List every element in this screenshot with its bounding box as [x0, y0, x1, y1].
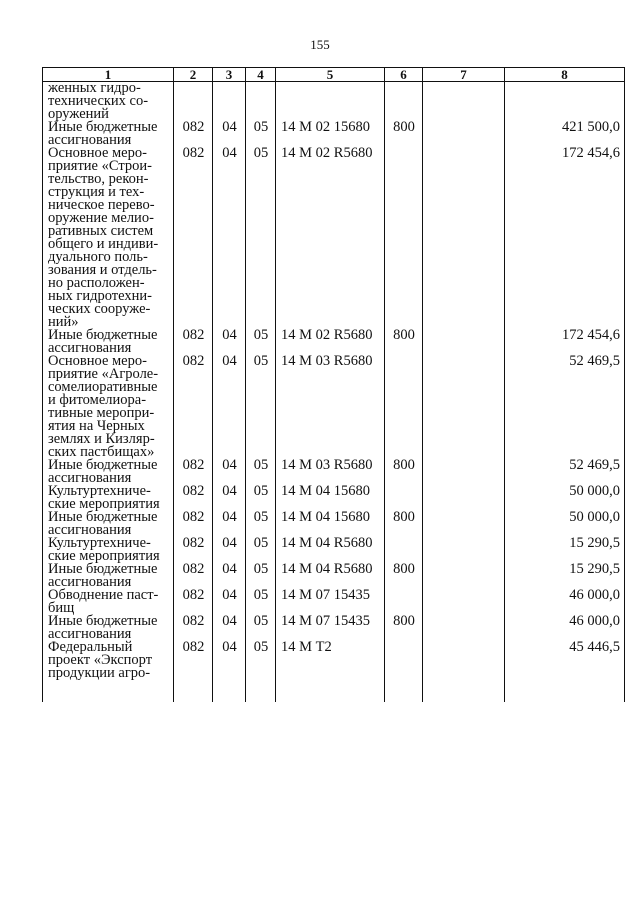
column-header: 8	[505, 68, 625, 82]
table-row	[43, 82, 625, 122]
row-col7	[423, 537, 505, 563]
row-amount: 52 469,5	[505, 459, 625, 485]
row-section-code: 04	[213, 641, 246, 702]
table-row	[43, 563, 625, 589]
row-name-cell: Иные бюджетные ассигнования	[43, 329, 174, 355]
row-col7	[423, 329, 505, 355]
row-amount: 15 290,5	[505, 563, 625, 589]
row-col7	[423, 459, 505, 485]
row-subsection-code: 05	[246, 589, 276, 615]
row-ministry-code: 082	[174, 459, 213, 485]
row-section-code	[213, 82, 246, 122]
row-section-code: 04	[213, 329, 246, 355]
row-name-cell: Основное меро- приятие «Строи- тельство, рекон- струкция и тех- ническое перево- оружение мелио- ративных систем общего и индиви- дуального поль- зования и отдель- но расположен- ных гидротехни- ческих сооруже- ний»	[43, 147, 174, 329]
row-amount: 52 469,5	[505, 355, 625, 459]
row-subsection-code: 05	[246, 459, 276, 485]
row-target-article: 14 М 07 15435	[276, 589, 385, 615]
column-header: 5	[276, 68, 385, 82]
row-name-cell: Иные бюджетные ассигнования	[43, 459, 174, 485]
row-col7	[423, 355, 505, 459]
row-col7	[423, 121, 505, 147]
row-target-article: 14 М Т2	[276, 641, 385, 702]
row-col7	[423, 82, 505, 122]
row-subsection-code	[246, 82, 276, 122]
table-row	[43, 641, 625, 702]
row-section-code: 04	[213, 537, 246, 563]
row-target-article: 14 М 02 R5680	[276, 329, 385, 355]
row-target-article: 14 М 03 R5680	[276, 355, 385, 459]
row-name-cell: Федеральный проект «Экспорт продукции агро-	[43, 641, 174, 702]
row-col7	[423, 485, 505, 511]
row-target-article: 14 М 04 15680	[276, 485, 385, 511]
table-row	[43, 589, 625, 615]
row-ministry-code: 082	[174, 589, 213, 615]
row-name-cell: Иные бюджетные ассигнования	[43, 121, 174, 147]
row-amount: 45 446,5	[505, 641, 625, 702]
row-amount: 46 000,0	[505, 615, 625, 641]
row-amount: 46 000,0	[505, 589, 625, 615]
row-section-code: 04	[213, 485, 246, 511]
row-expense-type: 800	[385, 121, 423, 147]
table-row	[43, 511, 625, 537]
row-col7	[423, 615, 505, 641]
row-ministry-code: 082	[174, 563, 213, 589]
row-subsection-code: 05	[246, 537, 276, 563]
row-name-cell: Иные бюджетные ассигнования	[43, 615, 174, 641]
row-amount: 50 000,0	[505, 485, 625, 511]
row-subsection-code: 05	[246, 511, 276, 537]
row-subsection-code: 05	[246, 641, 276, 702]
row-col7	[423, 147, 505, 329]
row-amount: 421 500,0	[505, 121, 625, 147]
row-subsection-code: 05	[246, 329, 276, 355]
table-row	[43, 459, 625, 485]
row-expense-type	[385, 641, 423, 702]
row-target-article: 14 М 07 15435	[276, 615, 385, 641]
row-amount	[505, 82, 625, 122]
row-name-cell: Иные бюджетные ассигнования	[43, 511, 174, 537]
table-row	[43, 355, 625, 459]
row-name-cell: Основное меро- приятие «Агроле- сомелиоративные и фитомелиора- тивные меропри- ятия на Черных землях и Кизляр- ских пастбищах»	[43, 355, 174, 459]
row-ministry-code: 082	[174, 615, 213, 641]
row-ministry-code: 082	[174, 329, 213, 355]
row-subsection-code: 05	[246, 147, 276, 329]
row-expense-type	[385, 147, 423, 329]
row-ministry-code: 082	[174, 121, 213, 147]
row-name-cell: женных гидро- технических со- оружений	[43, 82, 174, 122]
row-name-cell: Культуртехниче- ские мероприятия	[43, 537, 174, 563]
row-section-code: 04	[213, 147, 246, 329]
row-target-article: 14 М 04 15680	[276, 511, 385, 537]
row-section-code: 04	[213, 511, 246, 537]
row-expense-type	[385, 82, 423, 122]
table-row	[43, 147, 625, 329]
row-section-code: 04	[213, 615, 246, 641]
row-expense-type: 800	[385, 615, 423, 641]
table-row	[43, 329, 625, 355]
row-col7	[423, 511, 505, 537]
row-ministry-code	[174, 82, 213, 122]
row-expense-type	[385, 485, 423, 511]
row-subsection-code: 05	[246, 563, 276, 589]
row-ministry-code: 082	[174, 511, 213, 537]
row-target-article: 14 М 02 15680	[276, 121, 385, 147]
row-section-code: 04	[213, 563, 246, 589]
row-expense-type	[385, 355, 423, 459]
row-ministry-code: 082	[174, 537, 213, 563]
row-target-article: 14 М 03 R5680	[276, 459, 385, 485]
row-amount: 172 454,6	[505, 147, 625, 329]
row-expense-type	[385, 537, 423, 563]
row-subsection-code: 05	[246, 485, 276, 511]
row-expense-type	[385, 589, 423, 615]
row-expense-type: 800	[385, 511, 423, 537]
row-col7	[423, 589, 505, 615]
row-amount: 172 454,6	[505, 329, 625, 355]
row-amount: 15 290,5	[505, 537, 625, 563]
row-ministry-code: 082	[174, 485, 213, 511]
column-header: 3	[213, 68, 246, 82]
row-ministry-code: 082	[174, 355, 213, 459]
table-row	[43, 615, 625, 641]
column-header: 4	[246, 68, 276, 82]
row-amount: 50 000,0	[505, 511, 625, 537]
table-row	[43, 121, 625, 147]
row-ministry-code: 082	[174, 641, 213, 702]
row-target-article: 14 М 04 R5680	[276, 563, 385, 589]
row-target-article	[276, 82, 385, 122]
row-subsection-code: 05	[246, 355, 276, 459]
row-col7	[423, 563, 505, 589]
row-expense-type: 800	[385, 563, 423, 589]
row-name-cell: Иные бюджетные ассигнования	[43, 563, 174, 589]
row-section-code: 04	[213, 355, 246, 459]
table-row	[43, 537, 625, 563]
column-header: 1	[43, 68, 174, 82]
table-row	[43, 485, 625, 511]
row-section-code: 04	[213, 459, 246, 485]
row-target-article: 14 М 02 R5680	[276, 147, 385, 329]
column-header: 6	[385, 68, 423, 82]
row-subsection-code: 05	[246, 615, 276, 641]
row-name-cell: Обводнение паст- бищ	[43, 589, 174, 615]
row-ministry-code: 082	[174, 147, 213, 329]
row-section-code: 04	[213, 121, 246, 147]
row-subsection-code: 05	[246, 121, 276, 147]
row-expense-type: 800	[385, 459, 423, 485]
budget-table	[42, 67, 625, 702]
row-section-code: 04	[213, 589, 246, 615]
page-number: 155	[310, 37, 330, 52]
column-header: 7	[423, 68, 505, 82]
row-expense-type: 800	[385, 329, 423, 355]
row-name-cell: Культуртехниче- ские мероприятия	[43, 485, 174, 511]
table-body	[43, 82, 625, 703]
row-target-article: 14 М 04 R5680	[276, 537, 385, 563]
row-col7	[423, 641, 505, 702]
column-header: 2	[174, 68, 213, 82]
